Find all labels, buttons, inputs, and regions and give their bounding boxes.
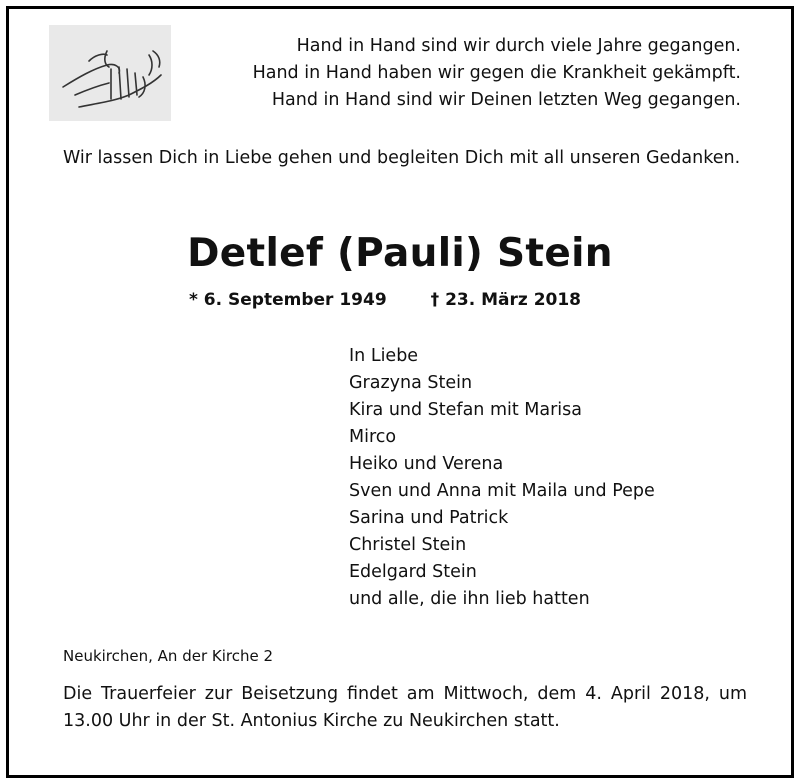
- holding-hands-icon: [49, 25, 171, 121]
- life-dates: [189, 290, 581, 310]
- list-item: Sarina und Patrick: [349, 508, 509, 528]
- death-date: † 23. März 2018: [430, 290, 582, 310]
- poem-line: Hand in Hand sind wir Deinen letzten Weg gegangen.: [271, 90, 741, 110]
- poem-line: Hand in Hand sind wir durch viele Jahre gegangen.: [296, 36, 741, 56]
- list-item: und alle, die ihn lieb hatten: [349, 589, 590, 609]
- poem: [253, 33, 741, 114]
- list-item: Mirco: [349, 427, 397, 447]
- mourners-list: [349, 343, 655, 613]
- poem-line: Hand in Hand haben wir gegen die Krankheit gekämpft.: [252, 63, 741, 83]
- address: Neukirchen, An der Kirche 2: [63, 647, 274, 665]
- obituary-card: [6, 6, 794, 778]
- list-item: Christel Stein: [349, 535, 467, 555]
- list-item: Edelgard Stein: [349, 562, 477, 582]
- list-item: Grazyna Stein: [349, 373, 473, 393]
- list-item: In Liebe: [349, 346, 419, 366]
- birth-date: * 6. September 1949: [189, 290, 387, 310]
- list-item: Sven und Anna mit Maila und Pepe: [349, 481, 655, 501]
- deceased-name: Detlef (Pauli) Stein: [187, 231, 613, 276]
- list-item: Kira und Stefan mit Marisa: [349, 400, 583, 420]
- list-item: Heiko und Verena: [349, 454, 504, 474]
- intro-text: Wir lassen Dich in Liebe gehen und begleiten Dich mit all unseren Gedanken.: [63, 148, 741, 168]
- funeral-notice: Die Trauerfeier zur Beisetzung findet am Mittwoch, dem 4. April 2018, um 13.00 Uhr in der St. Antonius Kirche zu Neukirchen statt.: [63, 684, 747, 731]
